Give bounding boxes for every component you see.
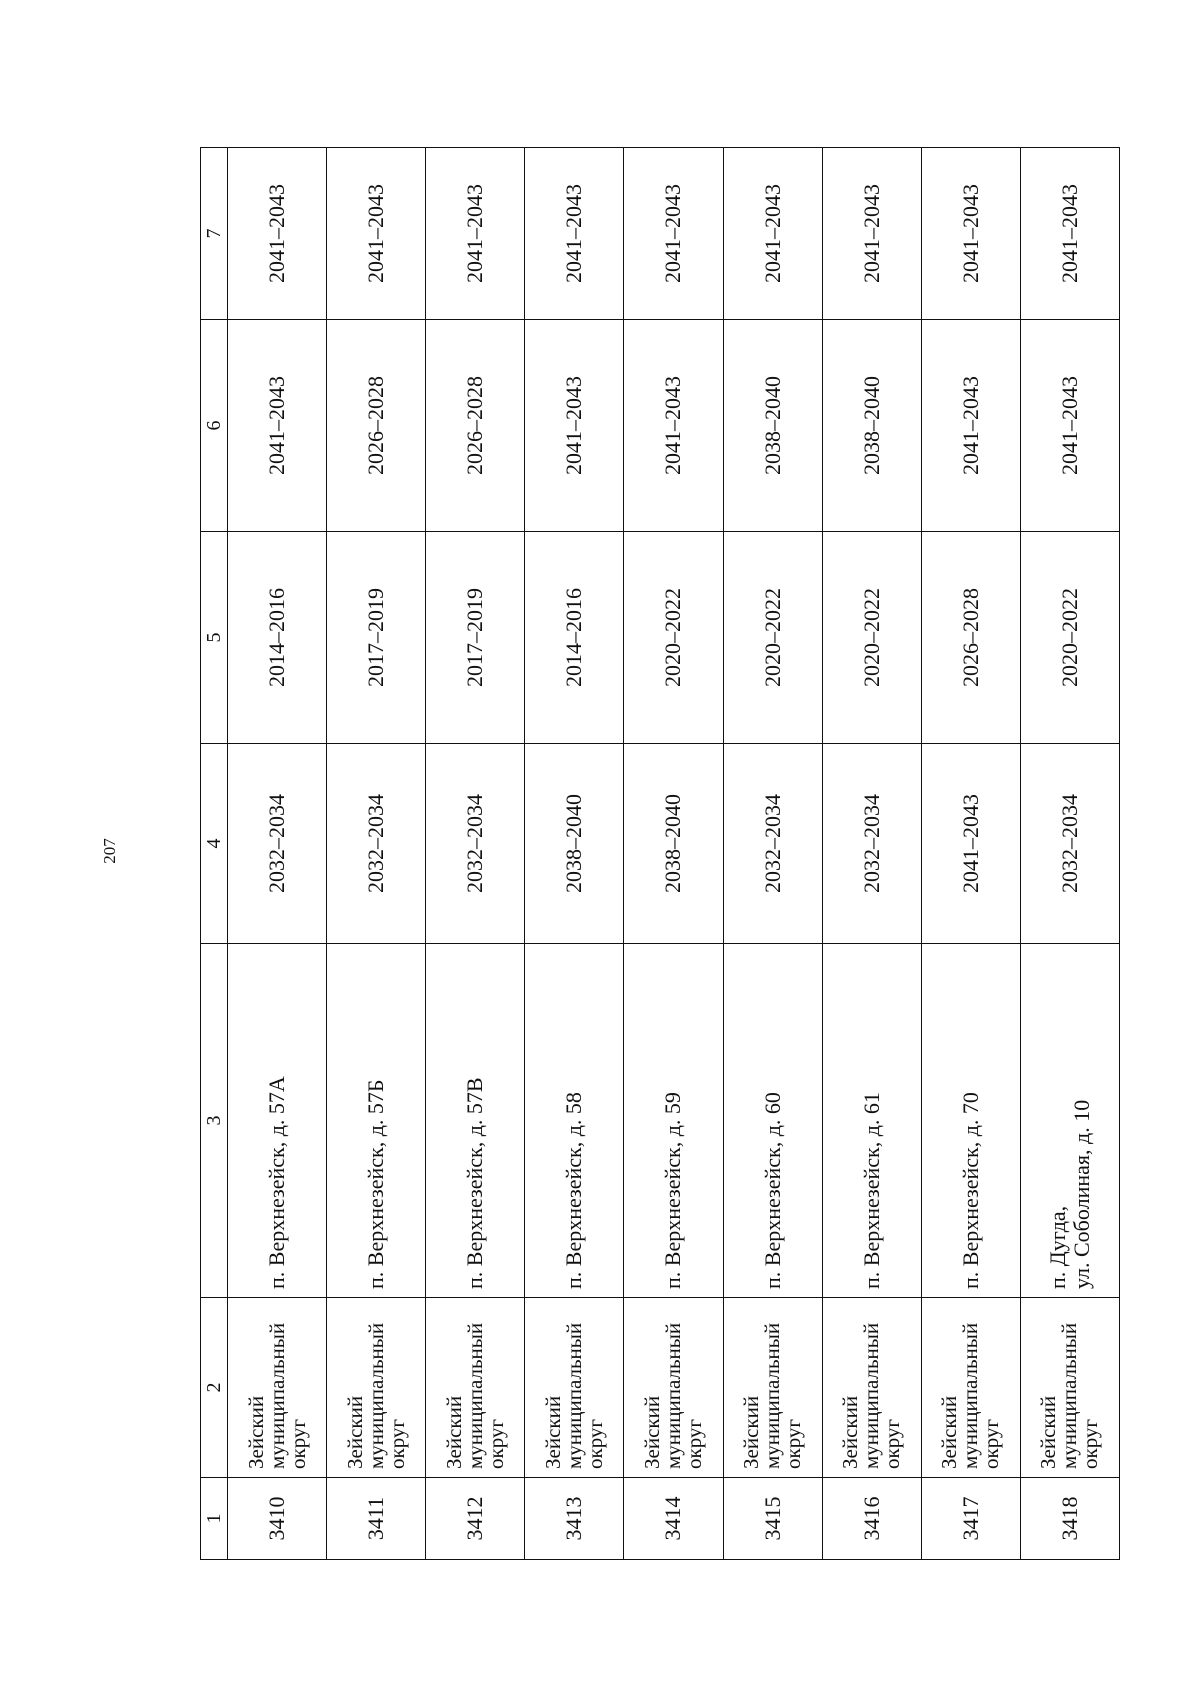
district-line: Зейский (441, 1395, 466, 1469)
period-cell-col4: 2038–2040 (525, 744, 624, 944)
address-line: п. Верхнезейск, д. 57А (264, 1076, 290, 1289)
table-row (1020, 148, 1119, 1560)
district-line: округ (582, 1418, 607, 1469)
period-cell-col5: 2017–2019 (426, 532, 525, 744)
district-cell (822, 1298, 921, 1478)
period-cell-col4: 2032–2034 (228, 744, 327, 944)
district-line: муниципальный (660, 1322, 685, 1469)
page-number: 207 (100, 838, 119, 864)
district-line: Зейский (937, 1395, 962, 1469)
period-cell-col5: 2014–2016 (228, 532, 327, 744)
row-number: 3413 (525, 1478, 624, 1560)
header-cell-7: 7 (201, 148, 228, 320)
period-cell-col5: 2026–2028 (921, 532, 1020, 744)
district-line: округ (880, 1418, 905, 1469)
table-row (822, 148, 921, 1560)
district-line: округ (384, 1418, 409, 1469)
row-number: 3410 (228, 1478, 327, 1560)
district-line: Зейский (1036, 1395, 1061, 1469)
period-cell-col6: 2041–2043 (921, 320, 1020, 532)
period-cell-col7: 2041–2043 (723, 148, 822, 320)
period-cell-col7: 2041–2043 (525, 148, 624, 320)
district-line: Зейский (639, 1395, 664, 1469)
period-cell-col5: 2020–2022 (822, 532, 921, 744)
district-line: Зейский (243, 1395, 268, 1469)
district-cell (525, 1298, 624, 1478)
period-cell-col6: 2041–2043 (228, 320, 327, 532)
schedule-table (200, 147, 1120, 1560)
district-cell (723, 1298, 822, 1478)
row-number: 3415 (723, 1478, 822, 1560)
period-cell-col7: 2041–2043 (1020, 148, 1119, 320)
district-line: округ (285, 1418, 310, 1469)
address-line: п. Дугда, (1044, 1205, 1070, 1289)
table-row (723, 148, 822, 1560)
table-row (327, 148, 426, 1560)
table-row (525, 148, 624, 1560)
header-cell-2: 2 (201, 1298, 228, 1478)
address-line: п. Верхнезейск, д. 57Б (363, 1079, 389, 1289)
address-line: п. Верхнезейск, д. 57В (462, 1077, 488, 1289)
table-row (624, 148, 723, 1560)
table-body (228, 148, 1120, 1560)
period-cell-col6: 2038–2040 (822, 320, 921, 532)
district-line: Зейский (739, 1395, 764, 1469)
district-line: муниципальный (1057, 1322, 1082, 1469)
row-number: 3418 (1020, 1478, 1119, 1560)
row-number: 3417 (921, 1478, 1020, 1560)
period-cell-col4: 2041–2043 (921, 744, 1020, 944)
address-line: п. Верхнезейск, д. 58 (561, 1092, 587, 1289)
district-line: округ (681, 1418, 706, 1469)
district-line: округ (781, 1418, 806, 1469)
district-line: муниципальный (859, 1322, 884, 1469)
address-line: п. Верхнезейск, д. 60 (759, 1092, 785, 1289)
district-cell (921, 1298, 1020, 1478)
table-row (426, 148, 525, 1560)
table-row (228, 148, 327, 1560)
address-line: ул. Соболиная, д. 10 (1068, 1099, 1094, 1289)
header-cell-1: 1 (201, 1478, 228, 1560)
district-cell (426, 1298, 525, 1478)
header-cell-6: 6 (201, 320, 228, 532)
period-cell-col5: 2020–2022 (624, 532, 723, 744)
district-line: муниципальный (561, 1322, 586, 1469)
district-cell (327, 1298, 426, 1478)
period-cell-col7: 2041–2043 (327, 148, 426, 320)
district-line: округ (979, 1418, 1004, 1469)
row-number: 3411 (327, 1478, 426, 1560)
row-number: 3414 (624, 1478, 723, 1560)
period-cell-col7: 2041–2043 (921, 148, 1020, 320)
address-cell (723, 944, 822, 1298)
row-number: 3416 (822, 1478, 921, 1560)
district-cell (1020, 1298, 1119, 1478)
table-frame (200, 148, 1120, 1560)
address-cell (525, 944, 624, 1298)
period-cell-col6: 2026–2028 (327, 320, 426, 532)
period-cell-col5: 2014–2016 (525, 532, 624, 744)
district-line: Зейский (540, 1395, 565, 1469)
period-cell-col7: 2041–2043 (228, 148, 327, 320)
header-row (201, 148, 228, 1560)
period-cell-col4: 2032–2034 (426, 744, 525, 944)
period-cell-col4: 2038–2040 (624, 744, 723, 944)
address-cell (921, 944, 1020, 1298)
address-line: п. Верхнезейск, д. 70 (957, 1092, 983, 1289)
period-cell-col6: 2026–2028 (426, 320, 525, 532)
address-cell (327, 944, 426, 1298)
address-cell (822, 944, 921, 1298)
address-cell (228, 944, 327, 1298)
period-cell-col7: 2041–2043 (822, 148, 921, 320)
period-cell-col4: 2032–2034 (327, 744, 426, 944)
table-row (921, 148, 1020, 1560)
row-number: 3412 (426, 1478, 525, 1560)
period-cell-col5: 2017–2019 (327, 532, 426, 744)
period-cell-col6: 2041–2043 (1020, 320, 1119, 532)
header-cell-5: 5 (201, 532, 228, 744)
period-cell-col4: 2032–2034 (1020, 744, 1119, 944)
address-cell (426, 944, 525, 1298)
header-cell-3: 3 (201, 944, 228, 1298)
district-line: муниципальный (958, 1322, 983, 1469)
period-cell-col5: 2020–2022 (723, 532, 822, 744)
district-line: муниципальный (760, 1322, 785, 1469)
period-cell-col6: 2038–2040 (723, 320, 822, 532)
address-cell (624, 944, 723, 1298)
district-cell (228, 1298, 327, 1478)
district-line: Зейский (838, 1395, 863, 1469)
period-cell-col7: 2041–2043 (426, 148, 525, 320)
period-cell-col5: 2020–2022 (1020, 532, 1119, 744)
period-cell-col4: 2032–2034 (822, 744, 921, 944)
period-cell-col6: 2041–2043 (624, 320, 723, 532)
period-cell-col4: 2032–2034 (723, 744, 822, 944)
district-line: округ (483, 1418, 508, 1469)
address-line: п. Верхнезейск, д. 59 (660, 1092, 686, 1289)
district-line: муниципальный (363, 1322, 388, 1469)
address-line: п. Верхнезейск, д. 61 (858, 1092, 884, 1289)
district-line: округ (1078, 1418, 1103, 1469)
header-cell-4: 4 (201, 744, 228, 944)
district-line: Зейский (342, 1395, 367, 1469)
district-line: муниципальный (264, 1322, 289, 1469)
period-cell-col6: 2041–2043 (525, 320, 624, 532)
period-cell-col7: 2041–2043 (624, 148, 723, 320)
district-cell (624, 1298, 723, 1478)
district-line: муниципальный (462, 1322, 487, 1469)
table-rotated (200, 148, 1120, 1560)
address-cell (1020, 944, 1119, 1298)
